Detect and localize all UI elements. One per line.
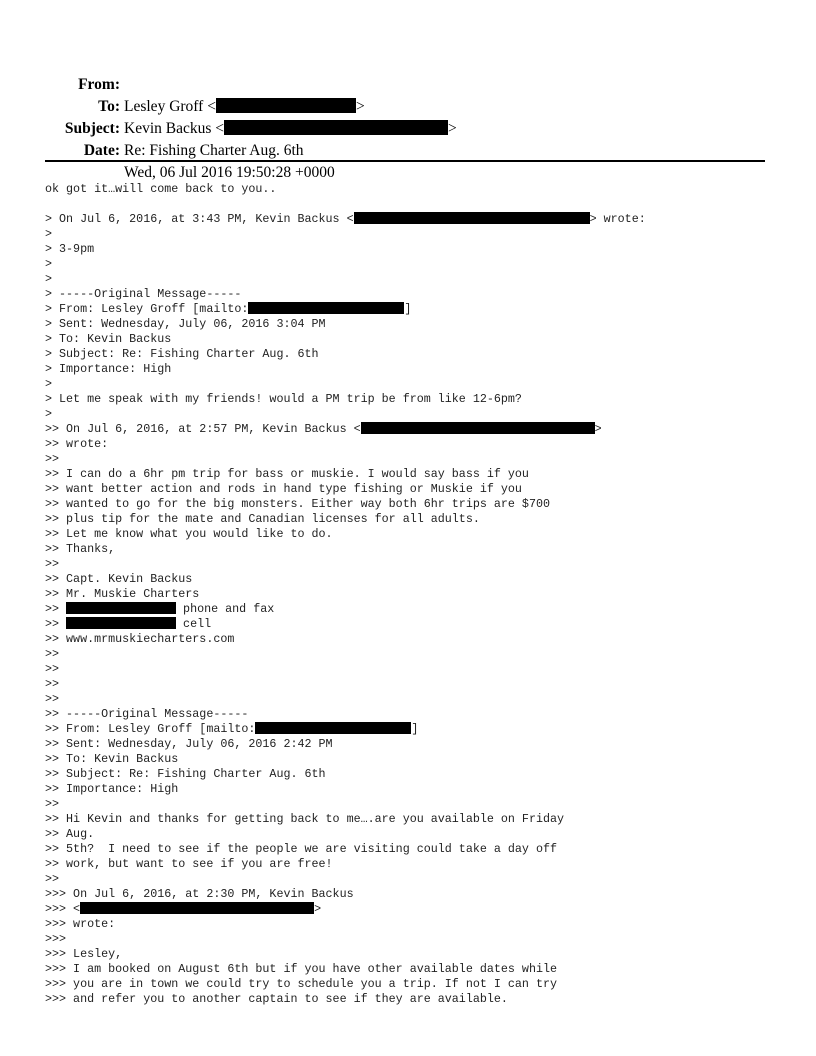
body-line: >> 5th? I need to see if the people we are visiting could take a day off bbox=[45, 842, 557, 856]
body-line: >> wrote: bbox=[45, 437, 109, 451]
redaction-block bbox=[248, 302, 404, 314]
body-line: >>> wrote: bbox=[45, 917, 116, 931]
body-text: > wrote: bbox=[589, 212, 646, 226]
body-line: >> Capt. Kevin Backus bbox=[45, 572, 193, 586]
body-line bbox=[45, 197, 785, 212]
body-line: >> bbox=[45, 452, 60, 466]
body-line: > Sent: Wednesday, July 06, 2016 3:04 PM bbox=[45, 317, 326, 331]
body-text: >> bbox=[45, 602, 67, 616]
body-line: >> Mr. Muskie Charters bbox=[45, 587, 200, 601]
body-text: > bbox=[314, 902, 322, 916]
body-line: >>> On Jul 6, 2016, at 2:30 PM, Kevin Backus bbox=[45, 887, 354, 901]
body-line: >> bbox=[45, 557, 60, 571]
date-value: Wed, 06 Jul 2016 19:50:28 +0000 bbox=[124, 164, 335, 181]
to-label: To: bbox=[98, 98, 120, 115]
redaction-block bbox=[255, 722, 411, 734]
body-line: >> www.mrmuskiecharters.com bbox=[45, 632, 235, 646]
body-line: >> Thanks, bbox=[45, 542, 116, 556]
from-name: Lesley Groff < bbox=[124, 98, 216, 115]
header-divider bbox=[45, 160, 765, 162]
body-line: >> bbox=[45, 677, 60, 691]
body-line: >> bbox=[45, 692, 60, 706]
to-name: Kevin Backus < bbox=[124, 120, 225, 137]
body-text: >>> < bbox=[45, 902, 81, 916]
body-line: >>> you are in town we could try to schedule you a trip. If not I can try bbox=[45, 977, 557, 991]
body-line: >> bbox=[45, 797, 60, 811]
body-line: > Importance: High bbox=[45, 362, 172, 376]
email-body bbox=[45, 182, 785, 1007]
body-text: cell bbox=[176, 617, 212, 631]
body-text: > On Jul 6, 2016, at 3:43 PM, Kevin Backus < bbox=[45, 212, 354, 226]
date-label: Date: bbox=[83, 142, 120, 159]
body-line: > -----Original Message----- bbox=[45, 287, 242, 301]
body-line bbox=[45, 617, 785, 632]
from-bracket: > bbox=[355, 98, 365, 115]
redaction-block bbox=[354, 212, 590, 224]
redaction-block bbox=[66, 617, 176, 629]
body-line: > Let me speak with my friends! would a PM trip be from like 12-6pm? bbox=[45, 392, 522, 406]
body-text: > From: Lesley Groff [mailto: bbox=[45, 302, 249, 316]
body-text: ] bbox=[404, 302, 412, 316]
body-line: >> Aug. bbox=[45, 827, 95, 841]
body-line bbox=[45, 902, 785, 917]
redaction-block bbox=[66, 602, 176, 614]
body-line: >> To: Kevin Backus bbox=[45, 752, 179, 766]
body-line bbox=[45, 212, 785, 227]
body-line: >>> Lesley, bbox=[45, 947, 123, 961]
body-line: > Subject: Re: Fishing Charter Aug. 6th bbox=[45, 347, 319, 361]
body-line: >> -----Original Message----- bbox=[45, 707, 249, 721]
body-text: phone and fax bbox=[176, 602, 275, 616]
body-line: >> want better action and rods in hand type fishing or Muskie if you bbox=[45, 482, 522, 496]
body-line: > bbox=[45, 377, 53, 391]
body-line: > bbox=[45, 272, 53, 286]
body-line: > To: Kevin Backus bbox=[45, 332, 172, 346]
body-line: >> I can do a 6hr pm trip for bass or muskie. I would say bass if you bbox=[45, 467, 529, 481]
redaction-block bbox=[80, 902, 314, 914]
body-line: >> Importance: High bbox=[45, 782, 179, 796]
body-line: >> Sent: Wednesday, July 06, 2016 2:42 PM bbox=[45, 737, 333, 751]
body-line bbox=[45, 722, 785, 737]
to-bracket: > bbox=[448, 120, 457, 137]
body-line bbox=[45, 422, 785, 437]
subject-value: Re: Fishing Charter Aug. 6th bbox=[124, 142, 304, 159]
body-text: >> On Jul 6, 2016, at 2:57 PM, Kevin Backus < bbox=[45, 422, 361, 436]
body-line: >> work, but want to see if you are free! bbox=[45, 857, 333, 871]
from-value bbox=[124, 96, 365, 118]
body-line: > bbox=[45, 227, 53, 241]
body-line: >> bbox=[45, 872, 60, 886]
body-line: >> Hi Kevin and thanks for getting back to me….are you available on Friday bbox=[45, 812, 565, 826]
body-line: >>> I am booked on August 6th but if you have other available dates while bbox=[45, 962, 557, 976]
body-text: ] bbox=[411, 722, 419, 736]
body-line bbox=[45, 302, 785, 317]
body-line: >>> bbox=[45, 932, 67, 946]
redaction-block bbox=[216, 98, 356, 113]
body-line: >> Subject: Re: Fishing Charter Aug. 6th bbox=[45, 767, 326, 781]
to-value bbox=[124, 118, 457, 140]
body-text: >> bbox=[45, 617, 67, 631]
body-text: >> From: Lesley Groff [mailto: bbox=[45, 722, 256, 736]
body-line bbox=[45, 602, 785, 617]
redaction-block bbox=[224, 120, 448, 135]
body-line: >> wanted to go for the big monsters. Either way both 6hr trips are $700 bbox=[45, 497, 550, 511]
redaction-block bbox=[361, 422, 595, 434]
body-line: >> bbox=[45, 647, 60, 661]
body-line: > bbox=[45, 407, 53, 421]
from-label: From: bbox=[78, 76, 120, 93]
body-line: >> bbox=[45, 662, 60, 676]
body-line: > 3-9pm bbox=[45, 242, 95, 256]
body-line: ok got it…will come back to you.. bbox=[45, 182, 277, 196]
body-line: >> plus tip for the mate and Canadian licenses for all adults. bbox=[45, 512, 480, 526]
subject-label: Subject: bbox=[64, 120, 120, 137]
body-line: >>> and refer you to another captain to see if they are available. bbox=[45, 992, 508, 1006]
body-line: >> Let me know what you would like to do. bbox=[45, 527, 333, 541]
body-text: > bbox=[594, 422, 602, 436]
body-line: > bbox=[45, 257, 53, 271]
